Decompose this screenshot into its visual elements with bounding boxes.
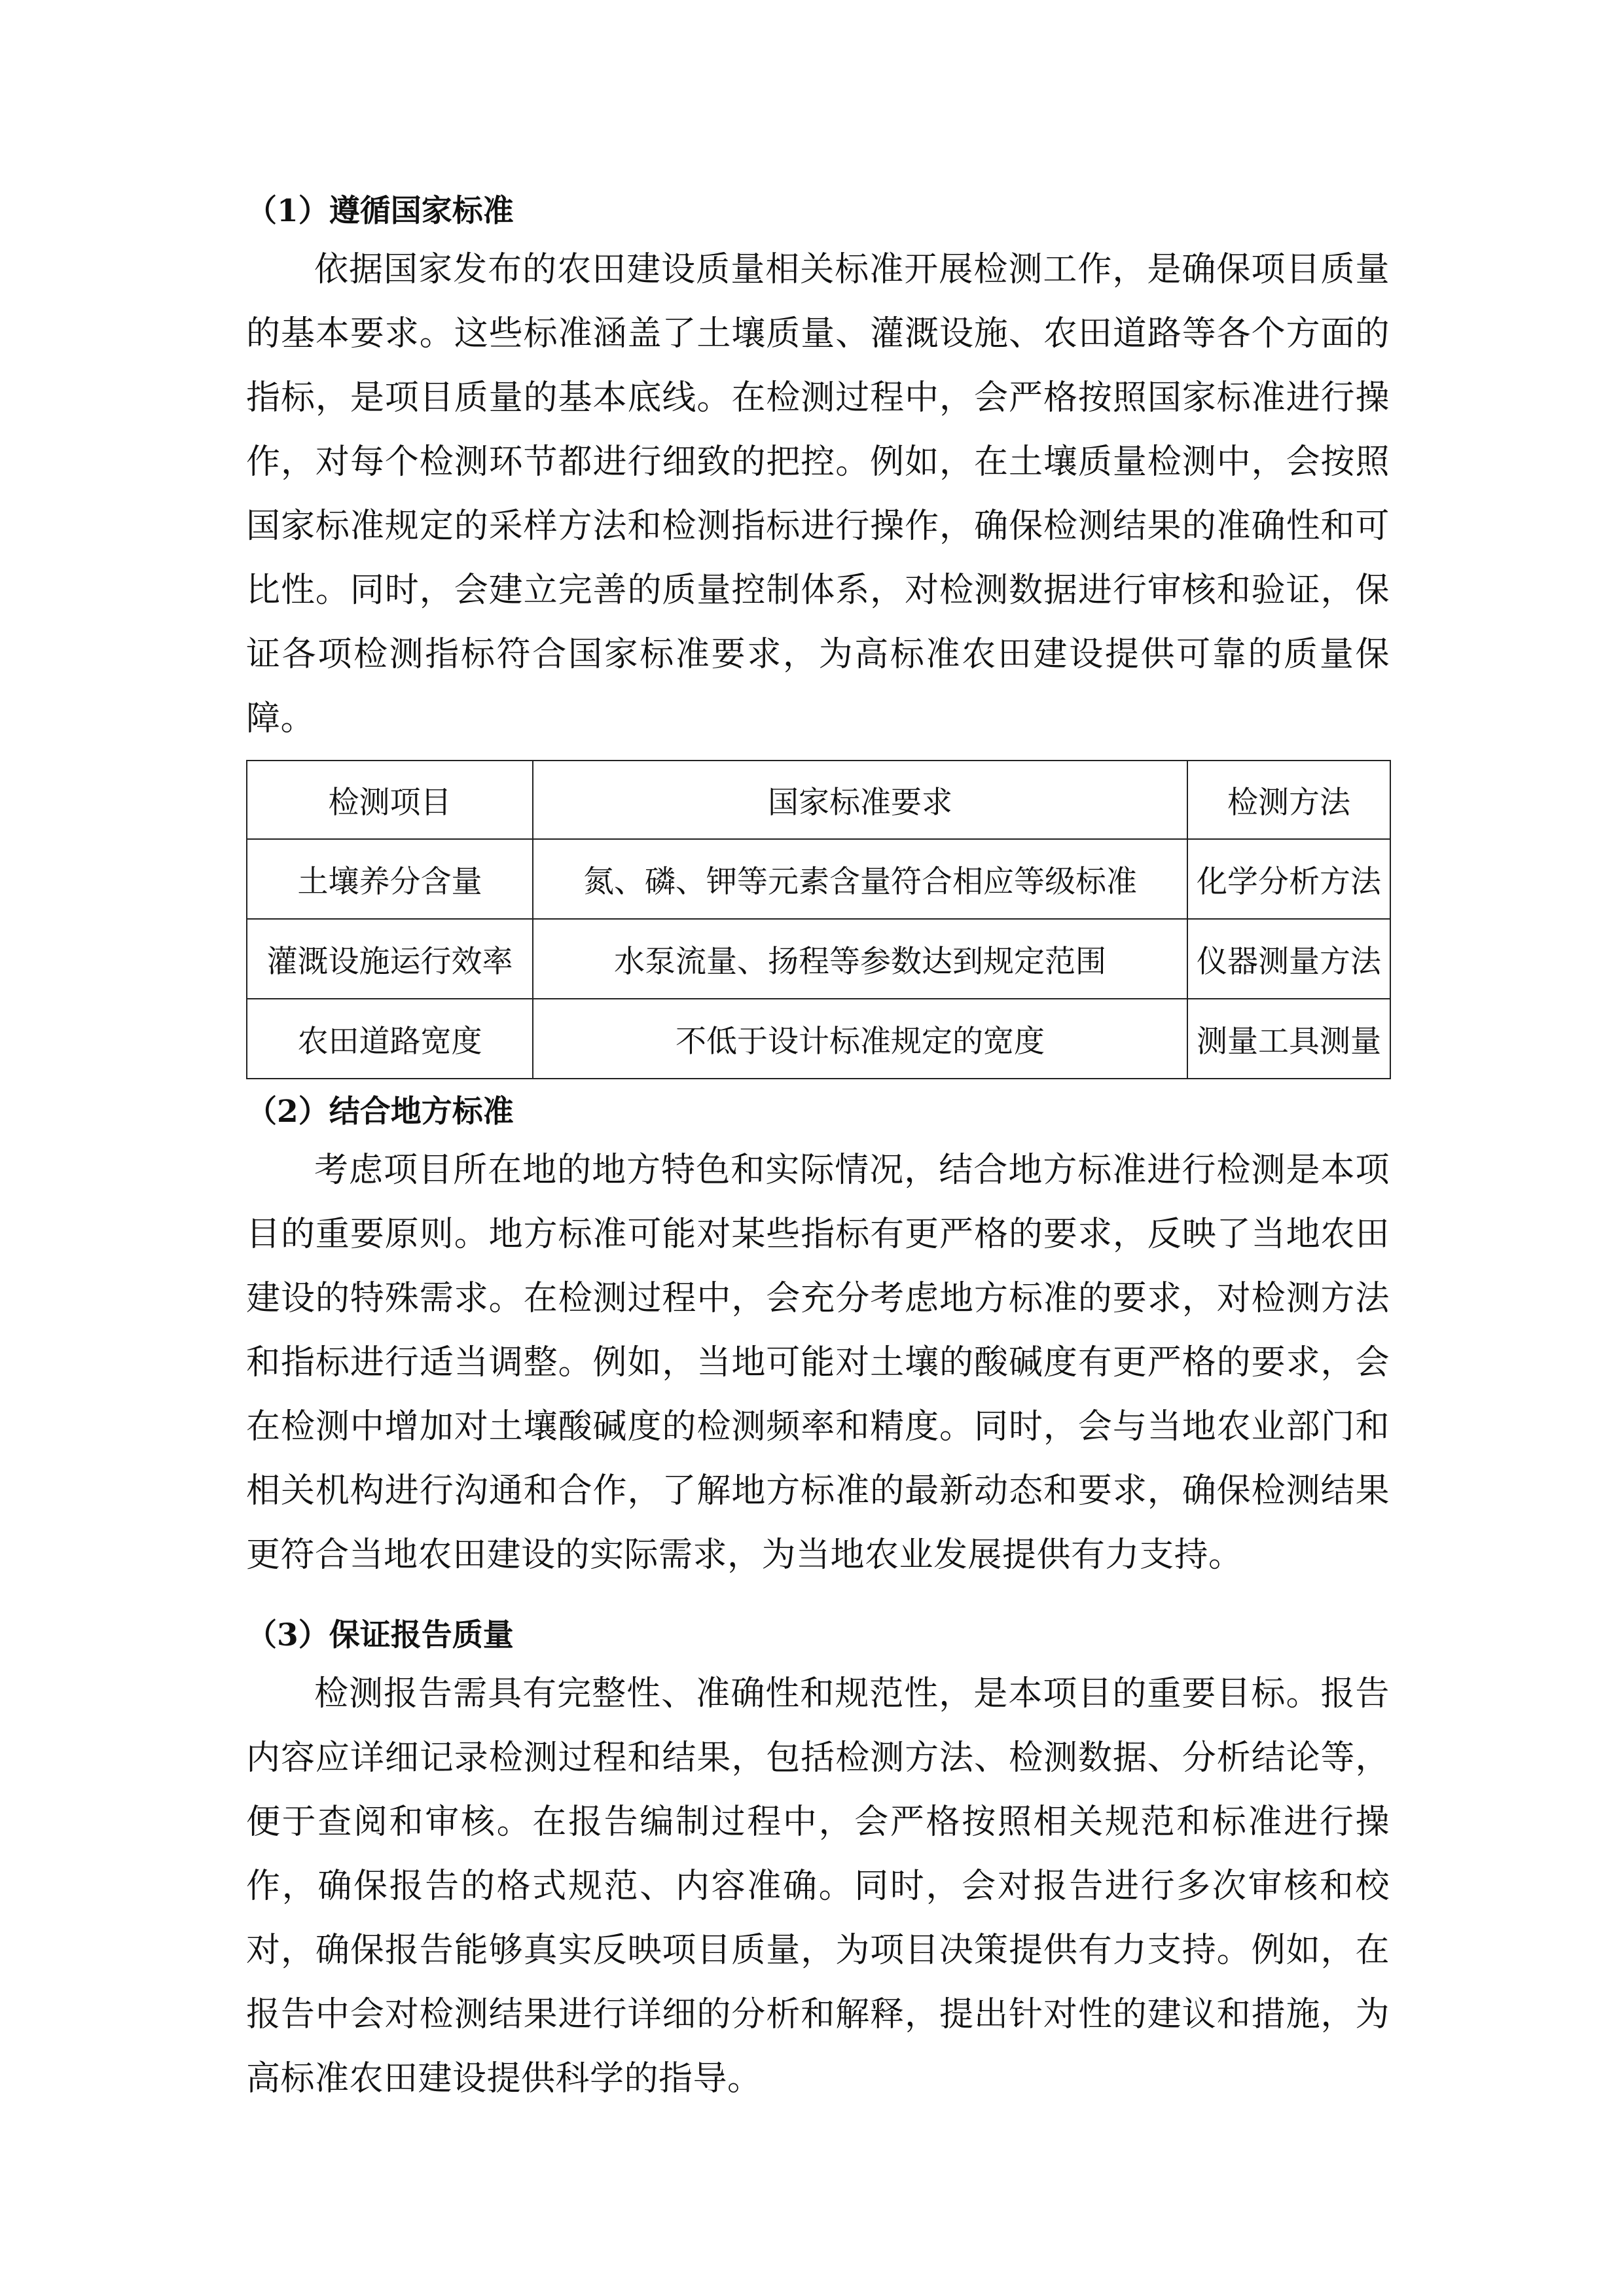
spacer <box>246 1587 1390 1609</box>
table-cell: 仪器测量方法 <box>1187 919 1390 999</box>
table-header-cell: 检测项目 <box>247 761 533 839</box>
table-cell: 氮、磷、钾等元素含量符合相应等级标准 <box>533 839 1187 919</box>
standards-table <box>246 760 1391 1079</box>
section-heading-3: （3）保证报告质量 <box>246 1617 514 1653</box>
section-heading-2: （2）结合地方标准 <box>246 1094 514 1130</box>
table-cell: 水泵流量、扬程等参数达到规定范围 <box>533 919 1187 999</box>
table-row <box>247 919 1390 999</box>
table-header-row <box>247 761 1390 839</box>
spacer <box>246 1079 1390 1086</box>
document-page <box>246 185 1390 2111</box>
table-cell: 测量工具测量 <box>1187 999 1390 1079</box>
table-header-cell: 国家标准要求 <box>533 761 1187 839</box>
table-row <box>247 999 1390 1079</box>
table-cell: 土壤养分含量 <box>247 839 533 919</box>
section-heading-1: （1）遵循国家标准 <box>246 193 514 229</box>
table-cell: 不低于设计标准规定的宽度 <box>533 999 1187 1079</box>
table-cell: 农田道路宽度 <box>247 999 533 1079</box>
table-cell: 灌溉设施运行效率 <box>247 919 533 999</box>
section-paragraph-2: 考虑项目所在地的地方特色和实际情况，结合地方标准进行检测是本项目的重要原则。地方标准可能对某些指标有更严格的要求，反映了当地农田建设的特殊需求。在检测过程中，会充分考虑地方标准的要求，对检测方法和指标进行适当调整。例如，当地可能对土壤的酸碱度有更严格的要求，会在检测中增加对土壤酸碱度的检测频率和精度。同时，会与当地农业部门和相关机构进行沟通和合作，了解地方标准的最新动态和要求，确保检测结果更符合当地农田建设的实际需求，为当地农业发展提供有力支持。 <box>246 1151 1390 1575</box>
table-header-cell: 检测方法 <box>1187 761 1390 839</box>
table-cell: 化学分析方法 <box>1187 839 1390 919</box>
section-paragraph-3: 检测报告需具有完整性、准确性和规范性，是本项目的重要目标。报告内容应详细记录检测过程和结果，包括检测方法、检测数据、分析结论等，便于查阅和审核。在报告编制过程中，会严格按照相关规范和标准进行操作，确保报告的格式规范、内容准确。同时，会对报告进行多次审核和校对，确保报告能够真实反映项目质量，为项目决策提供有力支持。例如，在报告中会对检测结果进行详细的分析和解释，提出针对性的建议和措施，为高标准农田建设提供科学的指导。 <box>246 1674 1390 2098</box>
section-paragraph-1: 依据国家发布的农田建设质量相关标准开展检测工作，是确保项目质量的基本要求。这些标准涵盖了土壤质量、灌溉设施、农田道路等各个方面的指标，是项目质量的基本底线。在检测过程中，会严格按照国家标准进行操作，对每个检测环节都进行细致的把控。例如，在土壤质量检测中，会按照国家标准规定的采样方法和检测指标进行操作，确保检测结果的准确性和可比性。同时，会建立完善的质量控制体系，对检测数据进行审核和验证，保证各项检测指标符合国家标准要求，为高标准农田建设提供可靠的质量保障。 <box>246 250 1390 738</box>
table-row <box>247 839 1390 919</box>
